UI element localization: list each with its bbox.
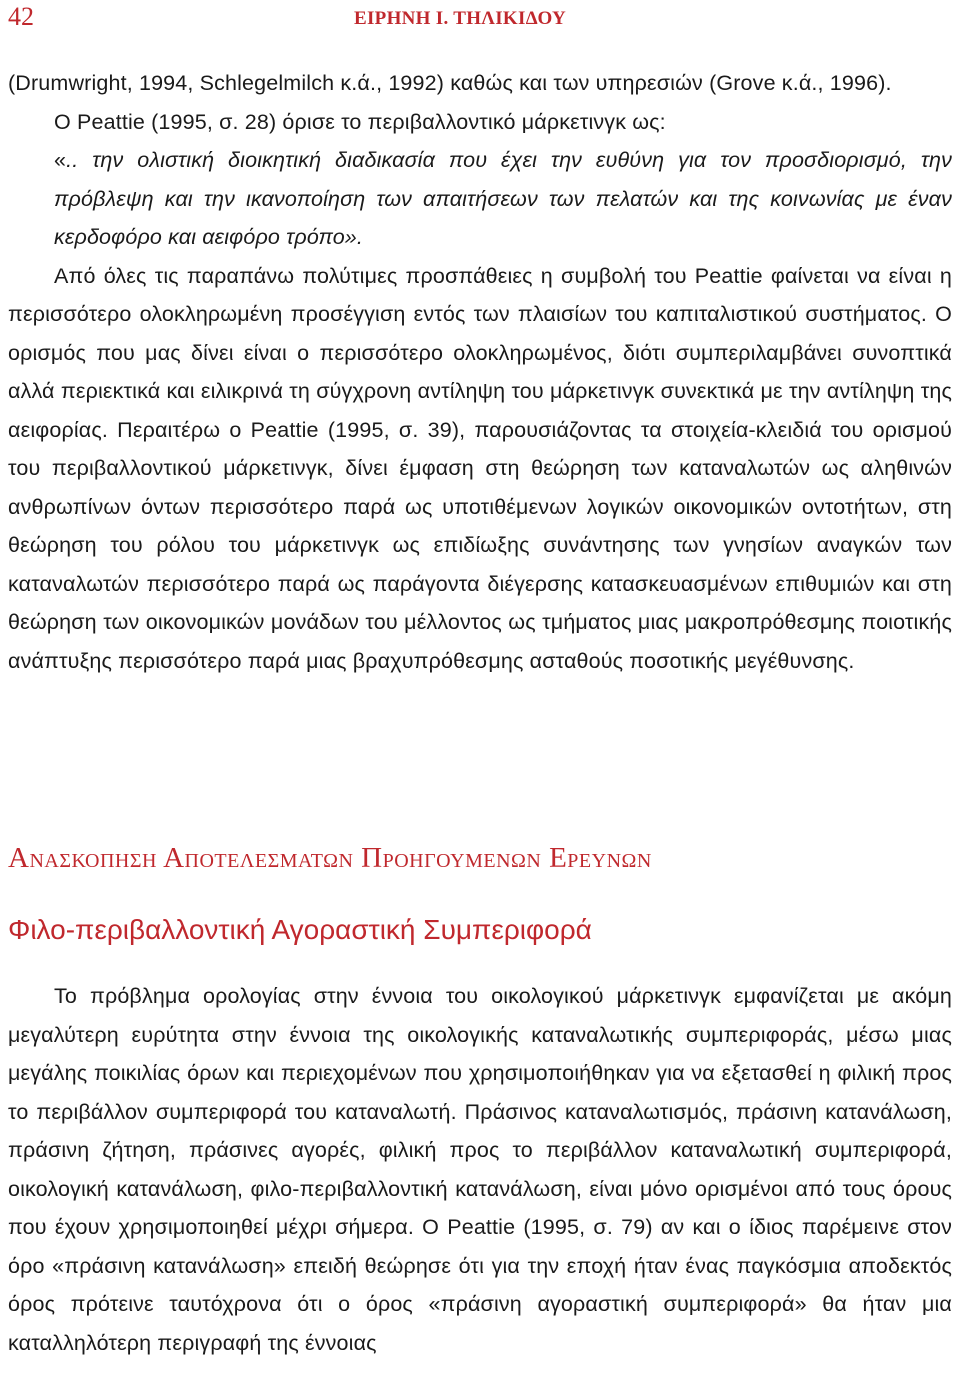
section-heading: Ανασκοπηση Αποτελεσματων Προηγουμενων Ερευνων bbox=[8, 842, 652, 874]
paragraph-terminology: Το πρόβλημα ορολογίας στην έννοια του οικολογικού μάρκετινγκ εμφανίζεται με ακόμη μεγαλύτερη ευρύτητα στην έννοια της οικολογικής καταναλωτικής συμπεριφοράς, μέσω μιας μεγάλης ποικιλίας όρων και περιεχομένων που χρησιμοποιήθηκαν για να εξετασθεί η φιλική προς το περιβάλλον συμπεριφορά του καταναλωτή. Πράσινος καταναλωτισμός, πράσινη κατανάλωση, πράσινη ζήτηση, πράσινες αγορές, φιλική προς το περιβάλλον καταναλωτική συμπεριφορά, οικολογική κατανάλωση, φιλο-περιβαλλοντική κατανάλωση, είναι μόνο ορισμένοι από τους όρους που έχουν χρησιμοποιηθεί μέχρι σήμερα. Ο Peattie (1995, σ. 79) αν και ο ίδιος παρέμεινε στον όρο «πράσινη κατανάλωση» επειδή θεώρησε ότι για την εποχή ήταν ένας παγκόσμια αποδεκτός όρος πρότεινε ταυτόχρονα ότι ο όρος «πράσινη αγοραστική συμπεριφορά» θα ήταν μια καταλληλότερη περιγραφή της έννοιας bbox=[8, 984, 952, 1355]
subsection-heading: Φιλο-περιβαλλοντική Αγοραστική Συμπεριφορά bbox=[8, 914, 592, 945]
page-header bbox=[8, 2, 952, 34]
body-text-upper bbox=[8, 64, 952, 680]
body-text-lower bbox=[8, 977, 952, 1362]
paragraph-citation-continuation: (Drumwright, 1994, Schlegelmilch κ.ά., 1992) καθώς και των υπηρεσιών (Grove κ.ά., 1996). bbox=[8, 71, 892, 95]
quote-open-mark: « bbox=[54, 148, 67, 172]
paragraph-definition-intro: O Peattie (1995, σ. 28) όρισε το περιβαλλοντικό μάρκετινγκ ως: bbox=[54, 109, 666, 134]
running-head: ΕΙΡΗΝΗ Ι. ΤΗΛΙΚΙΔΟΥ bbox=[354, 8, 567, 29]
paragraph-peattie-contribution: Από όλες τις παραπάνω πολύτιμες προσπάθειες η συμβολή του Peattie φαίνεται να είναι η περισσότερο ολοκληρωμένη προσέγγιση εντός των πλαισίων του καπιταλιστικού συστήματος. Ο ορισμός που μας δίνει είναι ο περισσότερο ολοκληρωμένος, διότι συμπεριλαμβάνει συνοπτικά αλλά περιεκτικά και ειλικρινά τη σύγχρονη αντίληψη του μάρκετινγκ συνεκτικά με την αντίληψη της αειφορίας. Περαιτέρω ο Peattie (1995, σ. 39), παρουσιάζοντας τα στοιχεία-κλειδιά του ορισμού του περιβαλλοντικού μάρκετινγκ, δίνει έμφαση στη θεώρηση των καταναλωτών ως αληθινών ανθρωπίνων όντων περισσότερο παρά ως υποτιθέμενων λογικών οικονομικών οντοτήτων, στη θεώρηση του ρόλου του μάρκετινγκ ως επιδίωξης συνάντησης των γνησίων αναγκών των καταναλωτών περισσότερο παρά ως παράγοντα διέγερσης κατασκευασμένων επιθυμιών και στη θεώρηση των οικονομικών μονάδων του μέλλοντος ως τμήματος μιας μακροπρόθεσμης ποιοτικής ανάπτυξης περισσότερο παρά μιας βραχυπρόθεσμης ασταθούς ποσοτικής μεγέθυνσης. bbox=[8, 263, 952, 673]
block-quote-definition bbox=[54, 141, 952, 257]
quote-text: .. την ολιστική διοικητική διαδικασία που έχει την ευθύνη για τον προσδιορισμό, την πρόβλεψη και την ικανοποίηση των απαιτήσεων των πελατών και της κοινωνίας με έναν κερδοφόρο και αειφόρο τρόπο». bbox=[54, 148, 952, 249]
page-number: 42 bbox=[8, 2, 34, 31]
